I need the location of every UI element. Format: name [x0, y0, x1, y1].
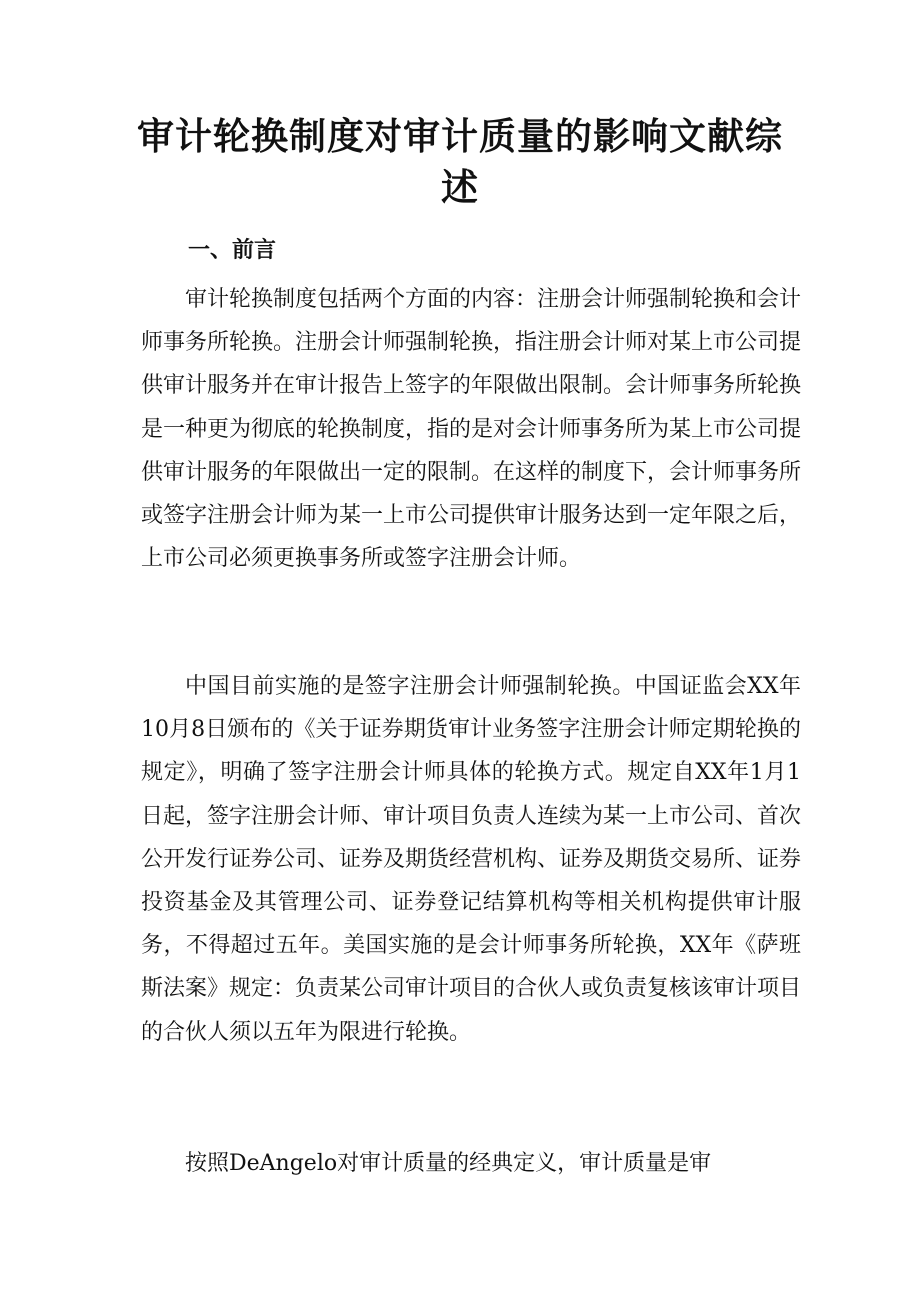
paragraph-2: 中国目前实施的是签字注册会计师强制轮换。中国证监会XX年10月8日颁布的《关于证券期货审计业务签字注册会计师定期轮换的规定》，明确了签字注册会计师具体的轮换方式。规定自XX年1月1日起，签字注册会计师、审计项目负责人连续为某一上市公司、首次公开发行证券公司、证券及期货经营机构、证券及期货交易所、证券投资基金及其管理公司、证券登记结算机构等相关机构提供审计服务，不得超过五年。美国实施的是会计师事务所轮换，XX年《萨班斯法案》规定：负责某公司审计项目的合伙人或负责复核该审计项目的合伙人须以五年为限进行轮换。 — [141, 674, 802, 1045]
document-title-line-1: 审计轮换制度对审计质量的影响文献综 — [137, 114, 783, 158]
paragraph-3: 按照DeAngelo对审计质量的经典定义，审计质量是审 — [185, 1151, 712, 1176]
section-heading-preface: 一、前言 — [188, 237, 277, 263]
document-title-line-2: 述 — [441, 165, 479, 209]
paragraph-1: 审计轮换制度包括两个方面的内容：注册会计师强制轮换和会计师事务所轮换。注册会计师强制轮换，指注册会计师对某上市公司提供审计服务并在审计报告上签字的年限做出限制。会计师事务所轮换是一种更为彻底的轮换制度，指的是对会计师事务所为某上市公司提供审计服务的年限做出一定的限制。在这样的制度下，会计师事务所或签字注册会计师为某一上市公司提供审计服务达到一定年限之后，上市公司必须更换事务所或签字注册会计师。 — [141, 287, 802, 572]
